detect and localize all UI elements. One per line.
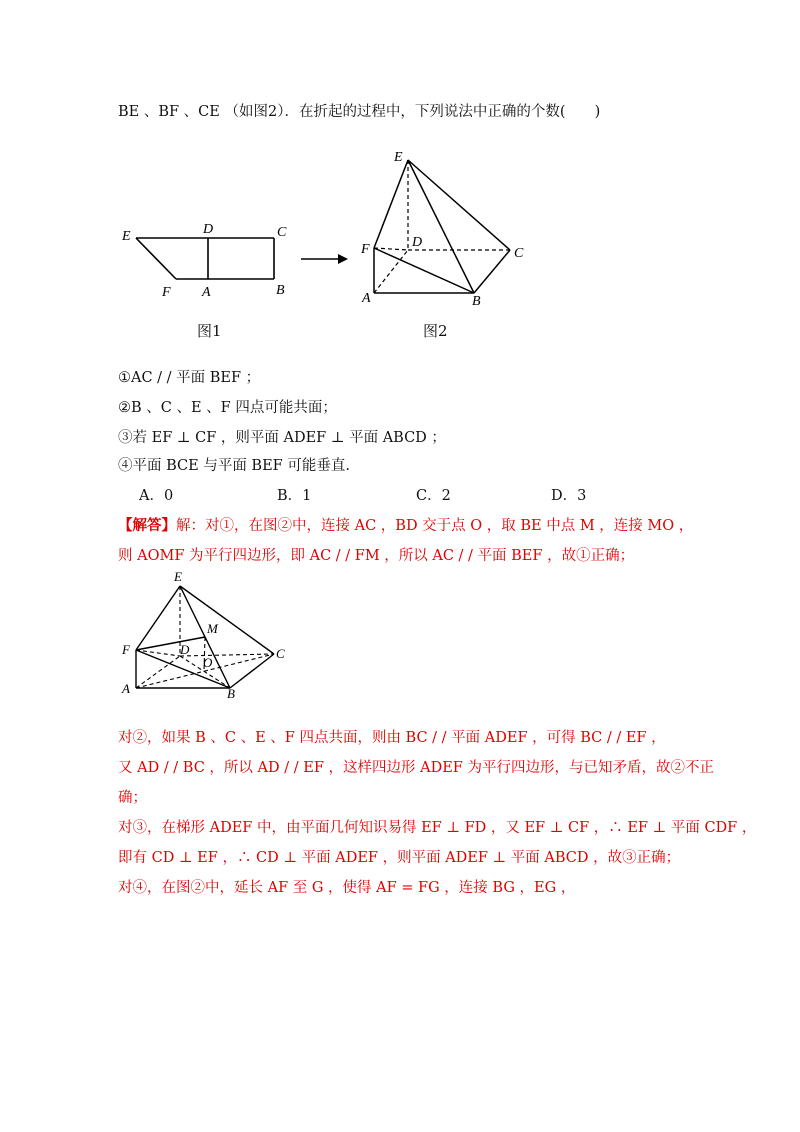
option-a: A．0 [139, 488, 174, 504]
option-c: C．2 [416, 488, 451, 504]
fig2-label-A: A [362, 291, 371, 306]
fig3-label-D: D [180, 642, 190, 657]
fig2-label-B: B [472, 294, 481, 306]
solution-line-4: 又 AD / / BC ，所以 AD / / EF ，这样四边形 ADEF 为平行四边形，与已知矛盾，故②不正 [118, 760, 714, 776]
solution-line-8: 对④，在图②中，延长 AF 至 G ，使得 AF = FG ，连接 BG ，EG ， [118, 880, 576, 896]
figure-2 [358, 146, 538, 306]
fig3-label-E: E [174, 569, 182, 584]
statement-1: ①AC / / 平面 BEF ； [118, 370, 261, 386]
fig1-label-E: E [122, 229, 131, 244]
solution-line-7: 即有 CD ⊥ EF ，∴ CD ⊥ 平面 ADEF ，则平面 ADEF ⊥ 平面 ABCD ，故③正确； [118, 850, 681, 866]
figure-1-caption: 图1 [197, 322, 222, 340]
solution-line-5: 确； [118, 790, 147, 806]
solution-line-1 [118, 516, 693, 536]
fig1-label-D: D [203, 222, 214, 237]
fig1-label-B: B [276, 283, 285, 298]
fig1-label-C: C [277, 225, 287, 240]
fig3-label-F: F [122, 642, 130, 657]
fig3-label-C: C [276, 646, 285, 661]
fig2-label-D: D [412, 235, 423, 250]
figure-3 [118, 568, 298, 698]
figure-1 [118, 222, 298, 302]
fig1-label-A: A [202, 285, 211, 300]
fig3-label-O: O [203, 655, 213, 670]
statement-4: ④平面 BCE 与平面 BEF 可能垂直. [118, 458, 350, 474]
arrow-icon [300, 253, 350, 265]
option-d: D．3 [551, 488, 587, 504]
fig2-label-C: C [514, 246, 524, 261]
figure-2-caption: 图2 [423, 322, 448, 340]
solution-line-3: 对②，如果 B 、C 、E 、F 四点共面，则由 BC / / 平面 ADEF ，可得 BC / / EF ， [118, 730, 666, 746]
statement-3: ③若 EF ⊥ CF ，则平面 ADEF ⊥ 平面 ABCD ； [118, 430, 446, 446]
option-b: B．1 [277, 488, 312, 504]
fig3-label-M: M [207, 621, 218, 636]
fig2-label-E: E [394, 150, 403, 165]
fig3-label-B: B [227, 686, 235, 698]
fig2-label-F: F [361, 242, 370, 257]
fig3-label-A: A [122, 681, 130, 696]
solution-line-1-text: 解：对①，在图②中，连接 AC ，BD 交于点 O ，取 BE 中点 M ，连接 MO ， [176, 518, 694, 534]
solution-tag: 【解答】 [118, 517, 176, 534]
question-intro: BE 、BF 、CE （如图2）．在折起的过程中，下列说法中正确的个数( ) [118, 104, 601, 120]
solution-line-6: 对③，在梯形 ADEF 中，由平面几何知识易得 EF ⊥ FD ，又 EF ⊥ CF ，∴ EF ⊥ 平面 CDF ， [118, 820, 757, 836]
statement-2: ②B 、C 、E 、F 四点可能共面； [118, 400, 337, 416]
fig1-label-F: F [162, 285, 171, 300]
solution-line-2: 则 AOMF 为平行四边形，即 AC / / FM ，所以 AC / / 平面 BEF ，故①正确； [118, 548, 635, 564]
